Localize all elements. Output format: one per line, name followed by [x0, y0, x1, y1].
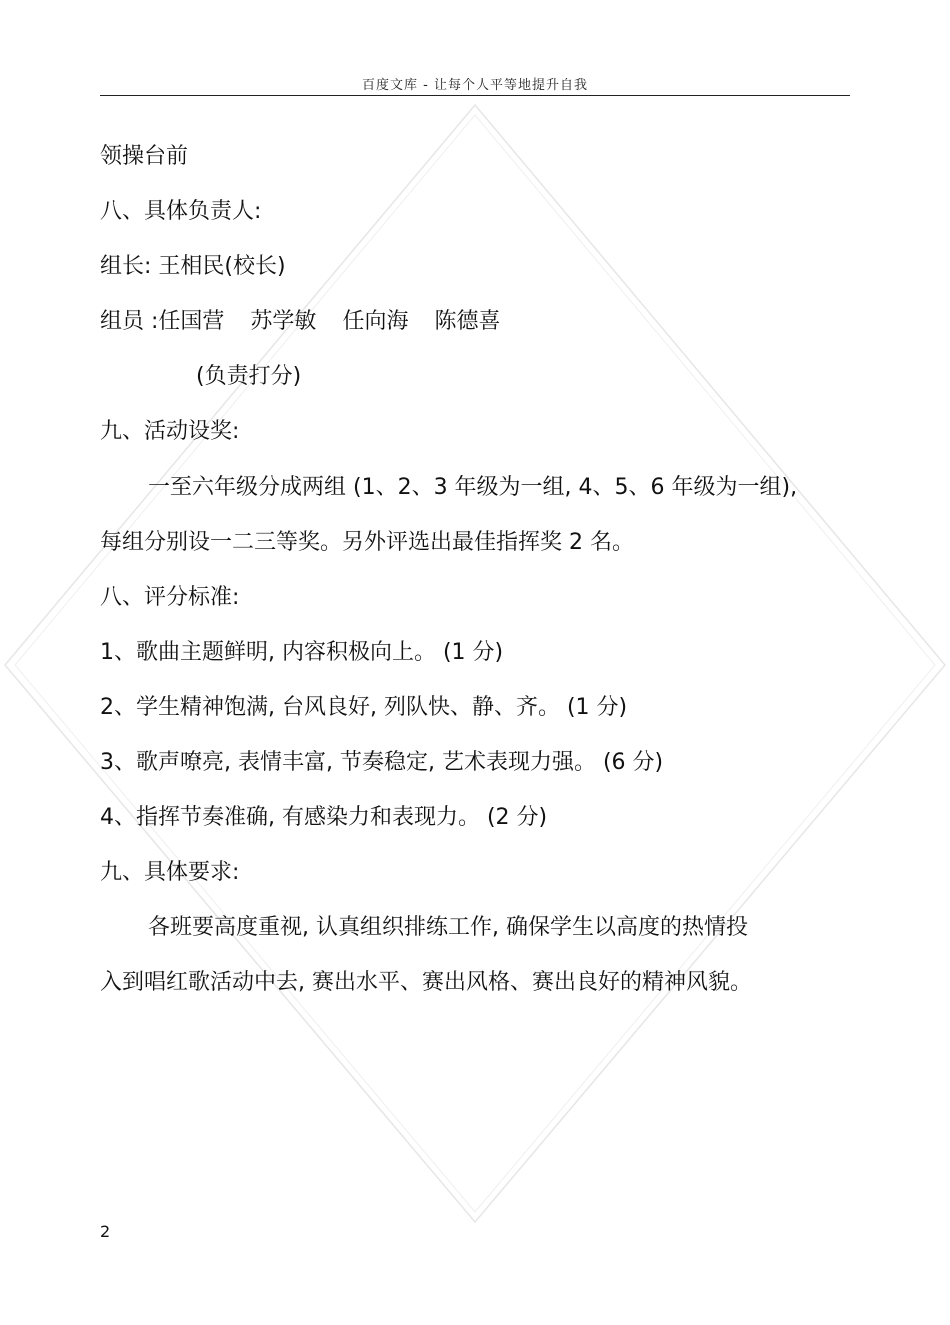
member-name: 任国营 [158, 309, 225, 334]
criteria-item: 2、学生精神饱满, 台风良好, 列队快、静、齐。 (1 分) [100, 695, 628, 720]
leader-line: 组长: 王相民(校长) [100, 254, 286, 279]
criteria-item: 4、指挥节奏准确, 有感染力和表现力。 (2 分) [100, 805, 548, 830]
paragraph-line: 一至六年级分成两组 (1、2、3 年级为一组, 4、5、6 年级为一组), [148, 475, 798, 500]
paragraph-line: 各班要高度重视, 认真组织排练工作, 确保学生以高度的热情投 [148, 915, 748, 940]
member-name: 苏学敏 [250, 309, 317, 334]
section-heading: 八、具体负责人: [100, 199, 262, 224]
section-heading: 八、评分标准: [100, 585, 240, 610]
paragraph-line: 每组分别设一二三等奖。另外评选出最佳指挥奖 2 名。 [100, 530, 634, 555]
criteria-item: 3、歌声嘹亮, 表情丰富, 节奏稳定, 艺术表现力强。 (6 分) [100, 750, 664, 775]
member-name: 任向海 [342, 309, 409, 334]
members-line [100, 307, 500, 337]
page-number: 2 [100, 1222, 111, 1241]
section-heading: 九、活动设奖: [100, 419, 240, 444]
members-note: (负责打分) [196, 364, 302, 389]
paragraph-line: 入到唱红歌活动中去, 赛出水平、赛出风格、赛出良好的精神风貌。 [100, 970, 752, 995]
criteria-item: 1、歌曲主题鲜明, 内容积极向上。 (1 分) [100, 640, 504, 665]
header-divider [100, 95, 850, 96]
text-line: 领操台前 [100, 144, 189, 169]
section-heading: 九、具体要求: [100, 860, 240, 885]
member-name: 陈德喜 [434, 309, 501, 334]
page-header: 百度文库 - 让每个人平等地提升自我 [362, 78, 588, 93]
members-label: 组员 : [100, 309, 159, 334]
